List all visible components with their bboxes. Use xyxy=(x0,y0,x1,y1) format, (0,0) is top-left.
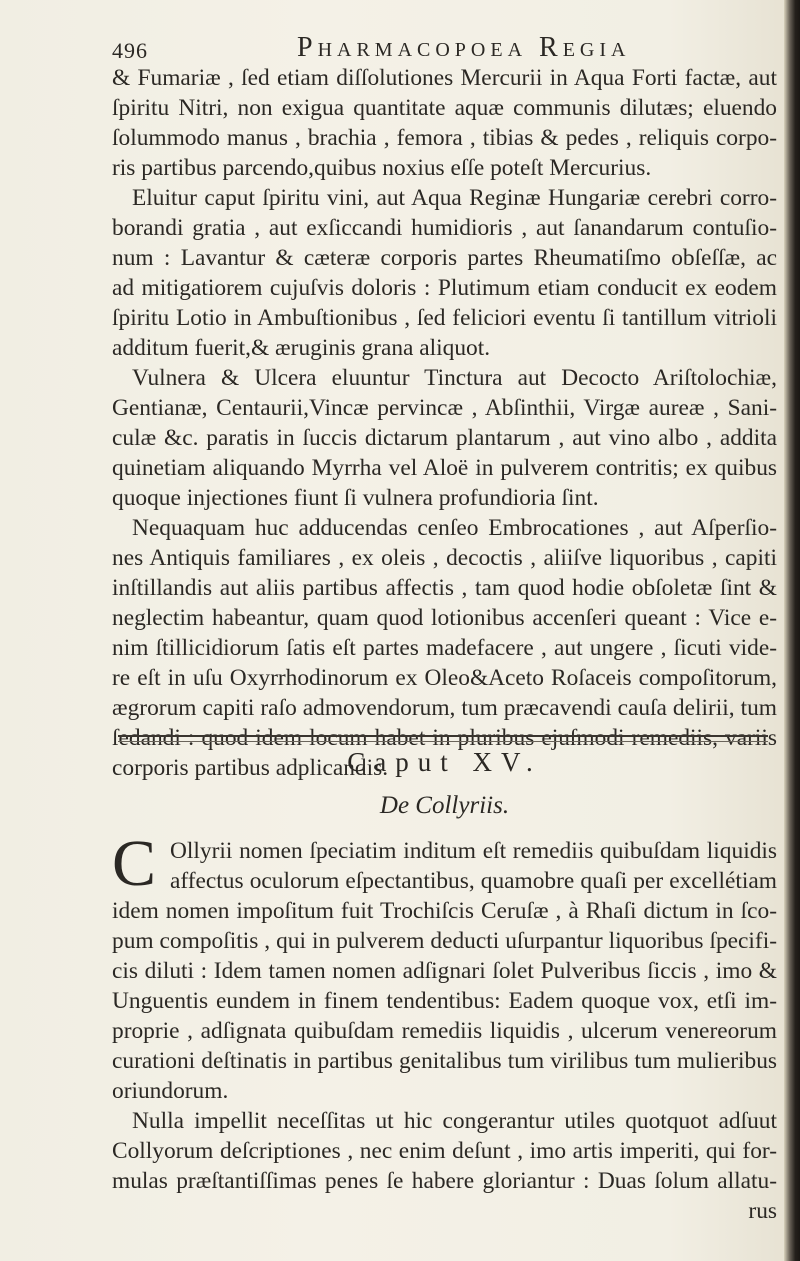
text-line: neglectim habeantur, quam quod lotionibus accenſeri queant : Vice e- xyxy=(112,605,777,631)
text-line: cis diluti : Idem tamen nomen adſignari ſolet Pulveribus ſiccis , imo & xyxy=(112,958,777,984)
text-line: ſpiritu Nitri, non exigua quantitate aquæ communis dilutæs; eluendo xyxy=(112,95,777,121)
text-line: curationi deſtinatis in partibus genitalibus tum virilibus tum mulieribus xyxy=(112,1048,777,1074)
chapter-heading: Caput XV. xyxy=(347,747,542,777)
text-line: Eluitur caput ſpiritu vini, aut Aqua Reginæ Hungariæ cerebri corro- xyxy=(132,185,777,211)
text-line: nim ſtillicidiorum ſatis eſt partes madefacere , aut ungere , ſicuti vide- xyxy=(112,635,777,661)
section-rule xyxy=(118,735,768,742)
text-line: idem nomen impoſitum fuit Trochiſcis Ceruſæ , à Rhaſi dictum in ſco- xyxy=(112,898,777,924)
chapter-text xyxy=(112,827,777,1226)
drop-cap: C xyxy=(112,827,157,900)
text-line: ſolummodo manus , brachia , femora , tibias & pedes , reliquis corpo- xyxy=(112,125,777,151)
page-number: 496 xyxy=(112,38,148,63)
text-line: inſtillandis aut aliis partibus affectis , tam quod hodie obſoletæ ſint & xyxy=(112,575,777,601)
catchword: rus xyxy=(748,1198,777,1224)
chapter-subtitle: De Collyriis. xyxy=(379,792,510,819)
text-line: ægrorum capiti raſo admovendorum, tum præcavendi cauſa delirii, tum xyxy=(112,695,777,721)
text-line: ad mitigatiorem cujuſvis doloris : Plutimum etiam conducit ex eodem xyxy=(112,275,777,301)
text-line: additum fuerit,& æruginis grana aliquot. xyxy=(112,335,491,361)
text-line: oriundorum. xyxy=(112,1078,229,1104)
text-line: Nequaquam huc adducendas cenſeo Embrocationes , aut Aſperſio- xyxy=(132,515,777,541)
text-line: Gentianæ, Centaurii,Vincæ pervincæ , Abſinthii, Virgæ aureæ , Sani- xyxy=(112,395,777,421)
running-title: Pharmacopoea Regia xyxy=(297,32,631,63)
text-line: quoque injectiones fiunt ſi vulnera profundioria ſint. xyxy=(112,485,599,511)
text-line: pum compoſitis , qui in pulverem deducti uſurpantur liquoribus ſpecifi- xyxy=(112,928,777,954)
text-line: ſpiritu Lotio in Ambuſtionibus , ſed feliciori eventu ſi tantillum vitrioli xyxy=(112,305,777,331)
text-line: proprie , adſignata quibuſdam remediis liquidis , ulcerum venereorum xyxy=(112,1018,777,1044)
text-line: Collyorum deſcriptiones , nec enim deſunt , imo artis imperiti, qui for- xyxy=(112,1138,777,1164)
text-line: ris partibus parcendo,quibus noxius eſſe poteſt Mercurius. xyxy=(112,155,652,181)
text-line: culæ &c. paratis in ſuccis dictarum plantarum , aut vino albo , addita xyxy=(112,425,777,451)
page-edge-shadow xyxy=(784,0,800,1261)
text-line: Nulla impellit neceſſitas ut hic congerantur utiles quotquot adſuut xyxy=(132,1108,777,1134)
text-line: nes Antiquis familiares , ex oleis , decoctis , aliiſve liquoribus , capiti xyxy=(112,545,777,571)
running-head xyxy=(112,32,762,66)
text-line: corporis partibus adplicandis. xyxy=(112,755,389,781)
text-line: Vulnera & Ulcera eluuntur Tinctura aut Decocto Ariſtolochiæ, xyxy=(132,365,777,391)
text-line: borandi gratia , aut exſiccandi humidioris , aut ſanandarum contuſio- xyxy=(112,215,777,241)
text-line: num : Lavantur & cæteræ corporis partes Rheumatiſmo obſeſſæ, ac xyxy=(112,245,777,271)
text-line: ſedandi : quod idem locum habet in pluribus ejuſmodi remediis, variis xyxy=(112,725,777,751)
text-line: quinetiam aliquando Myrrha vel Aloë in pulverem contritis; ex quibus xyxy=(112,455,777,481)
text-line: re eſt in uſu Oxyrrhodinorum ex Oleo&Aceto Roſaceis compoſitorum, xyxy=(112,665,777,691)
text-line: Ollyrii nomen ſpeciatim inditum eſt remediis quibuſdam liquidis xyxy=(170,838,777,864)
text-line: Unguentis eundem in finem tendentibus: Eadem quoque vox, etſi im- xyxy=(112,988,777,1014)
text-line: affectus oculorum eſpectantibus, quamobre quaſi per excellétiam xyxy=(170,868,777,894)
text-line: mulas præſtantiſſimas penes ſe habere gloriantur : Duas ſolum allatu- xyxy=(112,1168,777,1194)
text-line: & Fumariæ , ſed etiam diſſolutiones Mercurii in Aqua Forti factæ, aut xyxy=(112,65,777,91)
body-text xyxy=(112,63,777,783)
